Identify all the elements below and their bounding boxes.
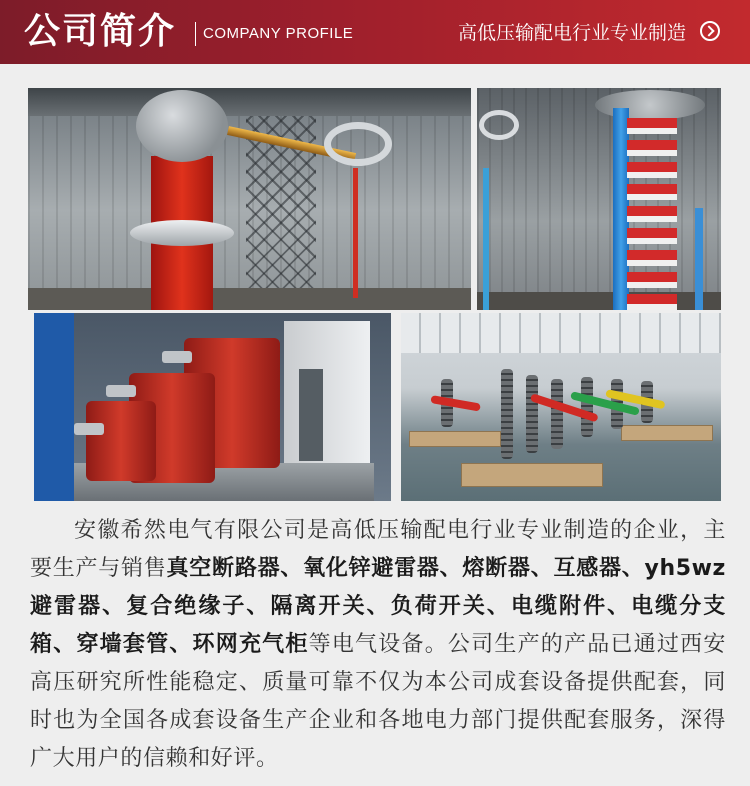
separator: 、 [246,594,271,619]
company-intro-text [30,512,726,778]
impulse-generator-photo [477,88,721,310]
separator: 、 [169,632,193,657]
product-4: 互感器 [553,556,622,581]
product-7: 隔离开关 [270,594,367,619]
section-title: 公司简介 [24,11,177,52]
section-subtitle: COMPANY PROFILE [203,25,354,42]
product-6: 复合绝缘子 [126,594,247,619]
arrow-right-icon[interactable] [700,21,720,41]
separator: 、 [102,594,127,619]
separator: 、 [486,594,511,619]
page-header [0,0,750,64]
product-1: 真空断路器 [166,556,281,581]
product-3: 熔断器 [462,556,531,581]
product-12: 环网充气柜 [192,632,309,657]
test-hall-photo [28,88,471,310]
product-8: 负荷开关 [390,594,487,619]
vacuum-breaker-photo [34,313,391,501]
intro-part-2: 等电气设备。公司生产的产品已通过西安高压研究所性能稳定、质量可靠不仅为本公司成套设备提供配套，同时也为全国各成套设备生产企业和各地电力部门提供配套服务，深得广大用户的信赖和好评。 [30,632,726,771]
separator: 、 [280,556,304,581]
separator: 、 [530,556,554,581]
separator: 、 [439,556,463,581]
product-11: 穿墙套管 [76,632,170,657]
header-slogan[interactable]: 高低压输配电行业专业制造 [457,22,686,44]
product-9: 电缆附件 [510,594,608,619]
separator: 、 [53,632,77,657]
product-5: yh5wz避雷器 [30,556,726,619]
product-10: 电缆分支箱 [30,594,726,657]
separator: 、 [621,556,645,581]
separator: 、 [607,594,632,619]
title-divider [195,22,196,46]
product-2: 氧化锌避雷器 [303,556,440,581]
factory-floor-photo [401,313,721,501]
intro-part-1: 安徽希然电气有限公司是高低压输配电行业专业制造的企业，主要生产与销售 [30,518,726,581]
separator: 、 [366,594,391,619]
